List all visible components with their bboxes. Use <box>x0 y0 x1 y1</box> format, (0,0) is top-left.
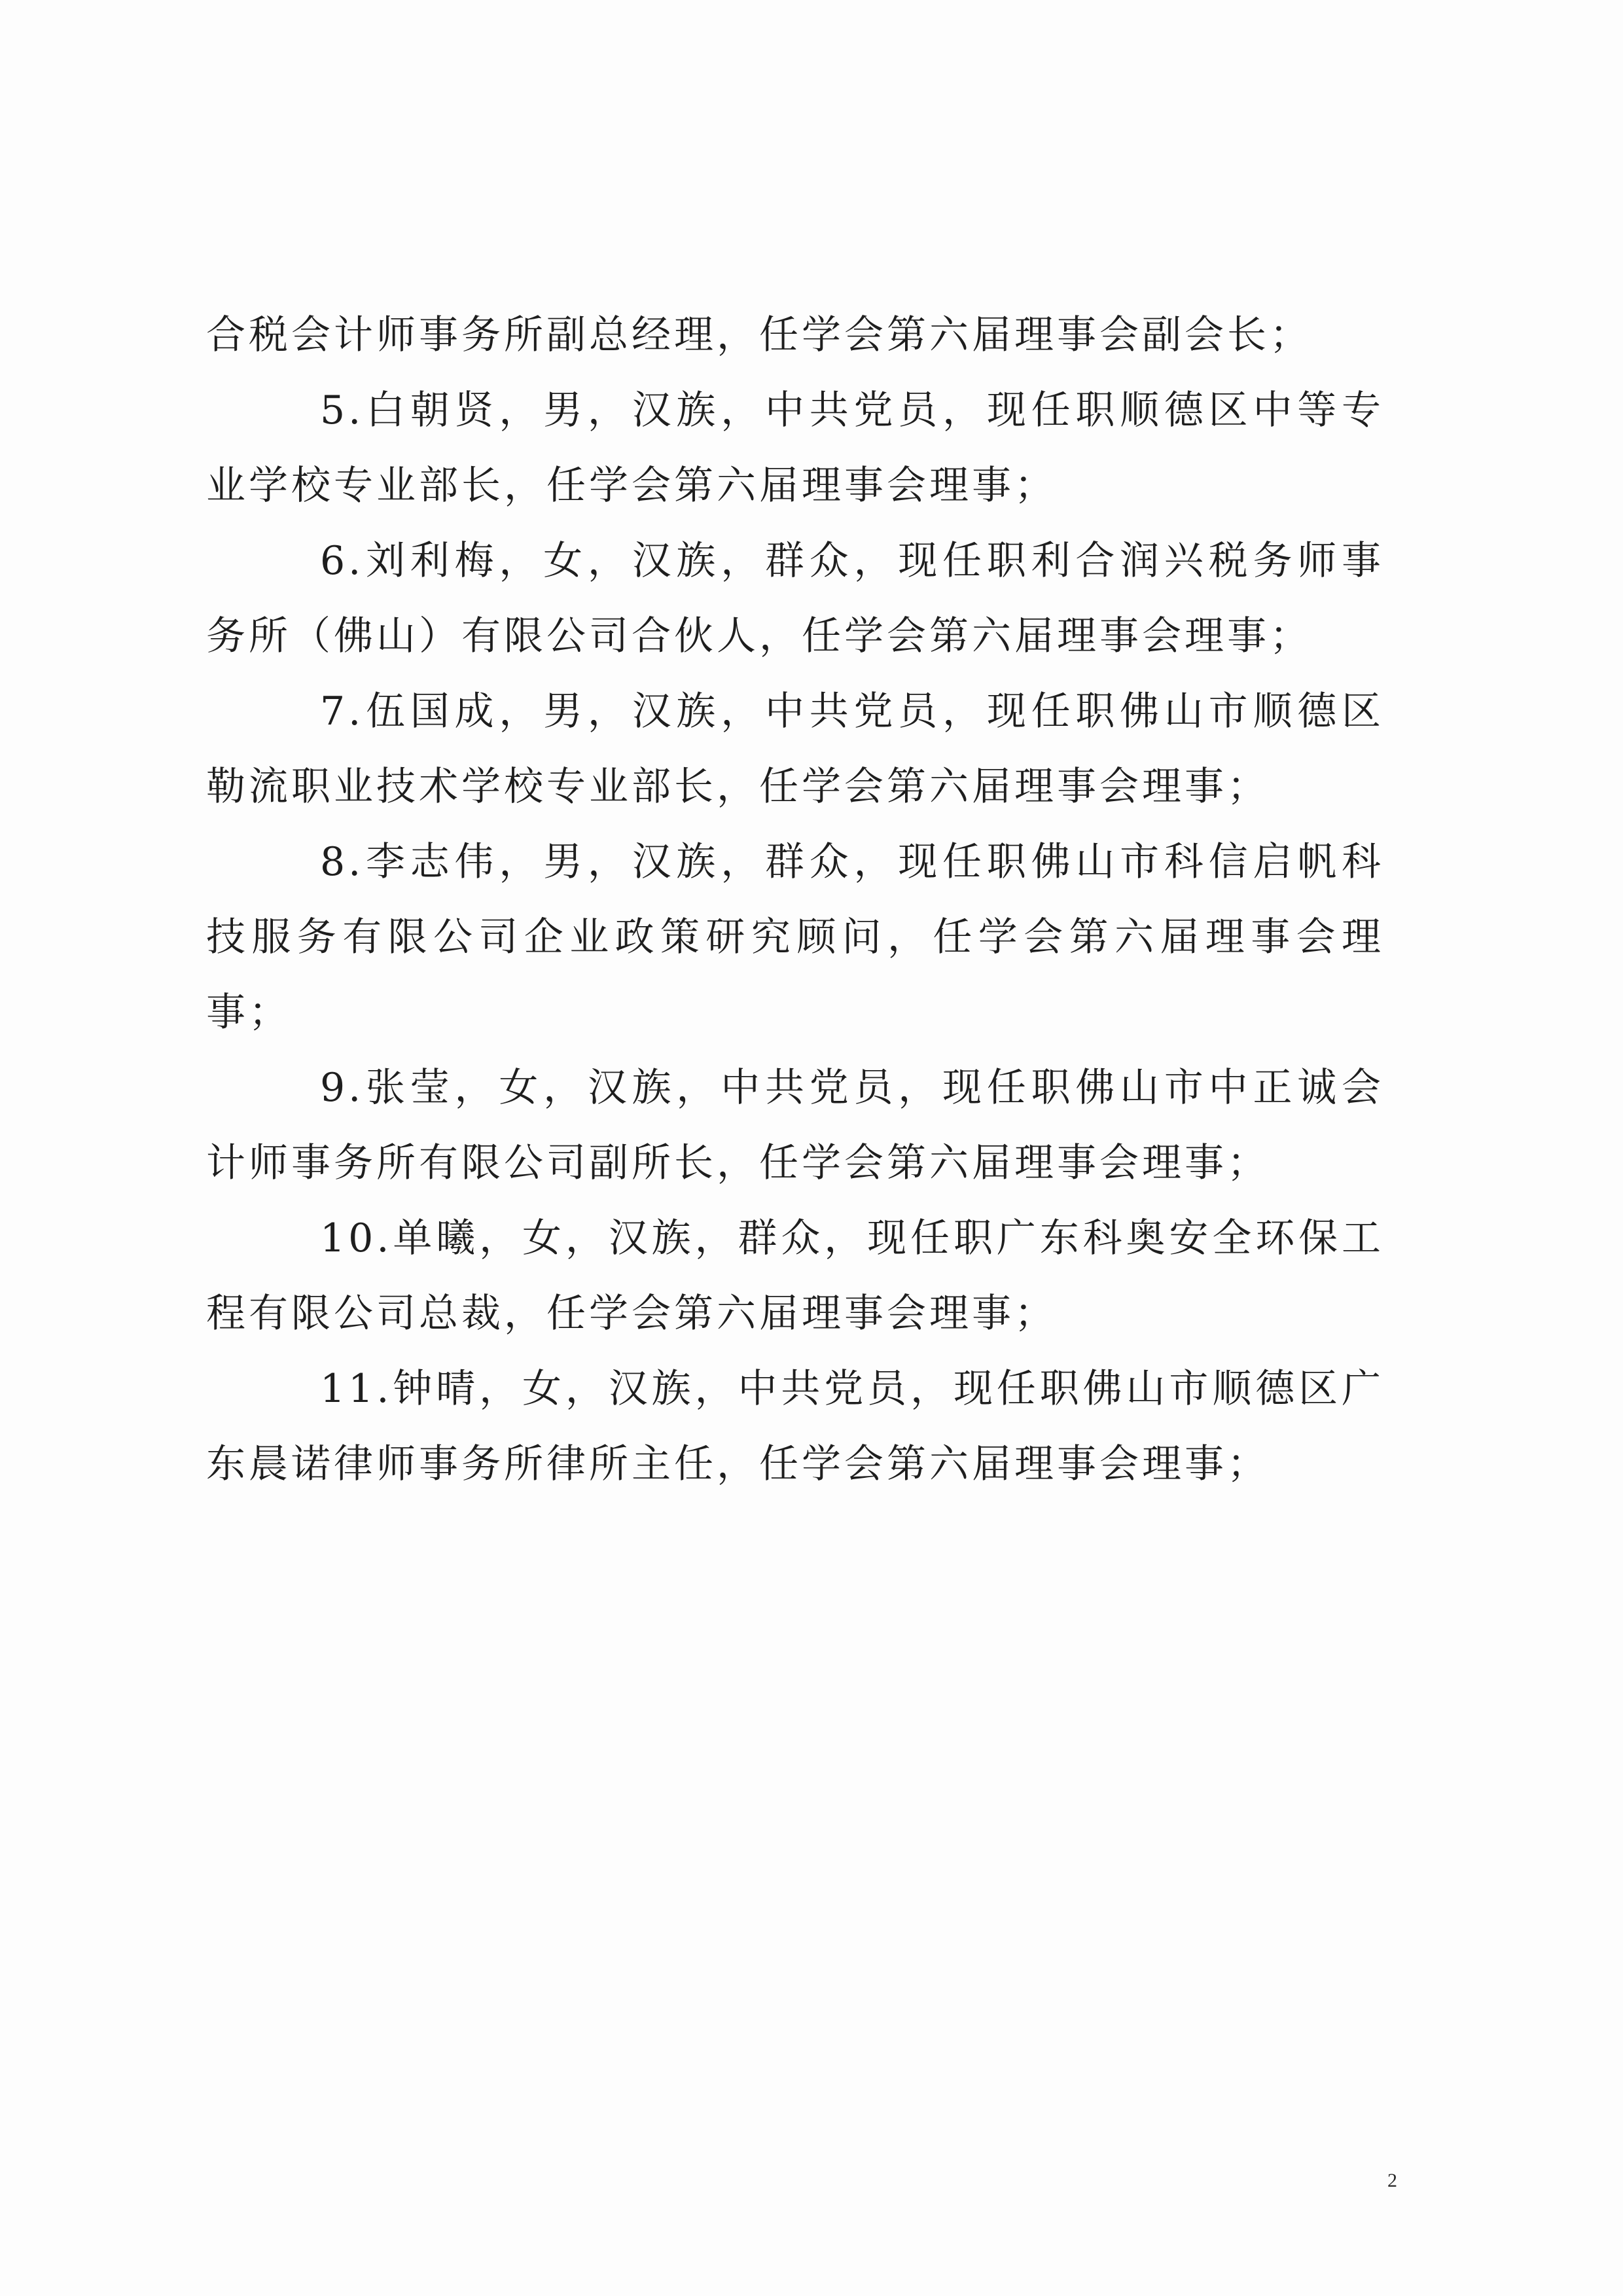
list-item-10 <box>206 1201 1384 1352</box>
list-item-9 <box>206 1050 1384 1201</box>
paragraph-text: 5.白朝贤，男，汉族，中共党员，现任职顺德区中等专业学校专业部长，任学会第六届理事会理事； <box>206 387 1384 509</box>
list-item-8 <box>206 825 1384 1050</box>
list-item-11 <box>206 1352 1384 1502</box>
paragraph-text: 9.张莹，女，汉族，中共党员，现任职佛山市中正诚会计师事务所有限公司副所长，任学会第六届理事会理事； <box>206 1065 1384 1186</box>
paragraph-text: 合税会计师事务所副总经理，任学会第六届理事会副会长； <box>206 312 1312 358</box>
list-item-6 <box>206 524 1384 674</box>
page-number: 2 <box>1387 2170 1397 2191</box>
paragraph-text: 8.李志伟，男，汉族，群众，现任职佛山市科信启帆科技服务有限公司企业政策研究顾问，任学会第六届理事会理事； <box>206 839 1384 1035</box>
paragraph-text: 10.单曦，女，汉族，群众，现任职广东科奥安全环保工程有限公司总裁，任学会第六届理事会理事； <box>206 1215 1384 1336</box>
paragraph-text: 11.钟晴，女，汉族，中共党员，现任职佛山市顺德区广东晨诺律师事务所律所主任，任学会第六届理事会理事； <box>206 1366 1384 1487</box>
paragraph-text: 7.伍国成，男，汉族，中共党员，现任职佛山市顺德区勒流职业技术学校专业部长，任学会第六届理事会理事； <box>206 689 1384 810</box>
list-item-7 <box>206 674 1384 825</box>
document-body <box>206 298 1384 1502</box>
list-item-5 <box>206 373 1384 524</box>
paragraph-continuation <box>206 298 1384 373</box>
paragraph-text: 6.刘利梅，女，汉族，群众，现任职利合润兴税务师事务所（佛山）有限公司合伙人，任学会第六届理事会理事； <box>206 538 1384 659</box>
